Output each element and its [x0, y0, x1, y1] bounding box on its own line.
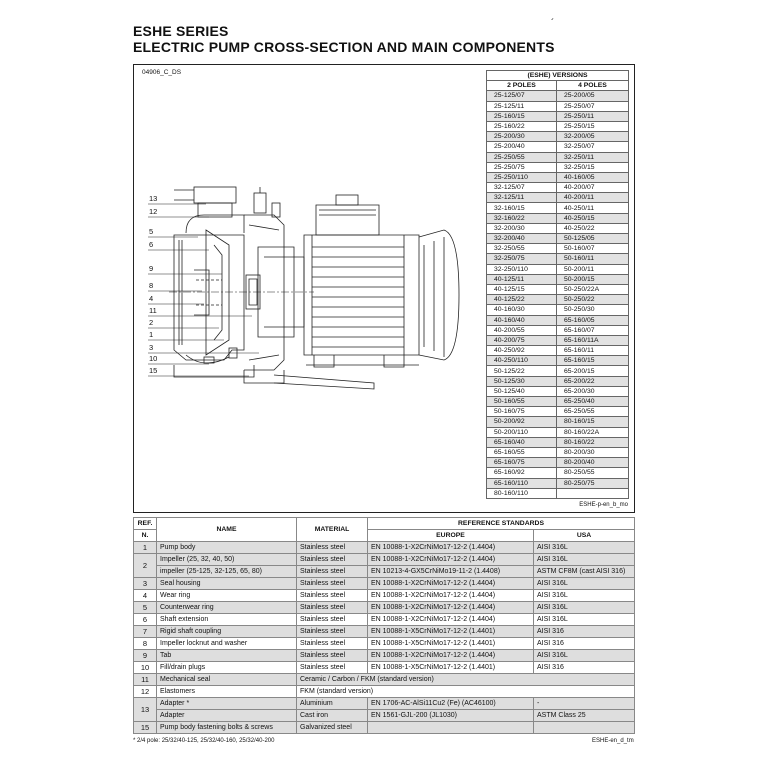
- version-4-poles: 65-160/15: [556, 356, 628, 366]
- version-4-poles: [556, 488, 628, 498]
- versions-row: [487, 284, 629, 294]
- header-material: MATERIAL: [297, 518, 368, 542]
- version-2-poles: 65-160/75: [487, 458, 557, 468]
- version-2-poles: 50-160/55: [487, 397, 557, 407]
- standard-europe: EN 10088-1-X2CrNiMo17-12-2 (1.4404): [368, 578, 534, 590]
- part-material: Stainless steel: [297, 566, 368, 578]
- version-2-poles: 25-200/30: [487, 132, 557, 142]
- standard-usa: AISI 316: [534, 662, 635, 674]
- version-4-poles: 80-250/55: [556, 468, 628, 478]
- versions-row: [487, 458, 629, 468]
- table-row: [134, 674, 635, 686]
- versions-row: [487, 447, 629, 457]
- version-4-poles: 50-250/30: [556, 305, 628, 315]
- versions-row: [487, 234, 629, 244]
- version-2-poles: 50-200/92: [487, 417, 557, 427]
- table-row: [134, 662, 635, 674]
- ref-number: 13: [134, 698, 157, 722]
- callout-5: 5: [149, 227, 154, 236]
- standard-usa: AISI 316: [534, 626, 635, 638]
- version-2-poles: 32-160/22: [487, 213, 557, 223]
- versions-row: [487, 183, 629, 193]
- callout-15: 15: [149, 366, 158, 375]
- versions-row: [487, 417, 629, 427]
- header-name: NAME: [157, 518, 297, 542]
- version-4-poles: 65-200/30: [556, 386, 628, 396]
- part-material: Stainless steel: [297, 554, 368, 566]
- versions-row: [487, 172, 629, 182]
- part-material: Stainless steel: [297, 662, 368, 674]
- version-4-poles: 50-250/22: [556, 295, 628, 305]
- part-name: Adapter: [157, 710, 297, 722]
- table-row: [134, 626, 635, 638]
- version-4-poles: 32-200/05: [556, 132, 628, 142]
- versions-row: [487, 437, 629, 447]
- version-4-poles: 25-250/07: [556, 101, 628, 111]
- header-standards: REFERENCE STANDARDS: [368, 518, 635, 530]
- version-2-poles: 25-160/22: [487, 121, 557, 131]
- version-2-poles: 40-160/30: [487, 305, 557, 315]
- ref-number: 5: [134, 602, 157, 614]
- version-4-poles: 50-160/07: [556, 244, 628, 254]
- version-2-poles: 50-200/110: [487, 427, 557, 437]
- version-2-poles: 25-250/110: [487, 172, 557, 182]
- version-4-poles: 65-160/11: [556, 346, 628, 356]
- pump-cross-section-drawing: [134, 65, 484, 514]
- versions-row: [487, 132, 629, 142]
- figure-code: 04906_C_DS: [142, 69, 182, 76]
- versions-row: [487, 478, 629, 488]
- standard-europe: EN 10088-1-X2CrNiMo17-12-2 (1.4404): [368, 590, 534, 602]
- version-2-poles: 40-250/110: [487, 356, 557, 366]
- version-4-poles: 40-160/05: [556, 172, 628, 182]
- part-name: Counterwear ring: [157, 602, 297, 614]
- standard-usa: ASTM Class 25: [534, 710, 635, 722]
- version-2-poles: 40-200/55: [487, 325, 557, 335]
- versions-row: [487, 91, 629, 101]
- parts-table: [133, 517, 635, 734]
- version-2-poles: 32-125/11: [487, 193, 557, 203]
- version-2-poles: 50-160/75: [487, 407, 557, 417]
- ref-number: 6: [134, 614, 157, 626]
- part-name: Pump body: [157, 542, 297, 554]
- part-material: Stainless steel: [297, 578, 368, 590]
- table-row: [134, 650, 635, 662]
- part-name: Impeller locknut and washer: [157, 638, 297, 650]
- ref-number: 8: [134, 638, 157, 650]
- versions-row: [487, 274, 629, 284]
- ref-number: 11: [134, 674, 157, 686]
- version-2-poles: 25-200/40: [487, 142, 557, 152]
- version-2-poles: 32-250/110: [487, 264, 557, 274]
- standard-europe: EN 10213-4-GX5CrNiMo19-11-2 (1.4408): [368, 566, 534, 578]
- version-2-poles: 32-250/75: [487, 254, 557, 264]
- versions-row: [487, 244, 629, 254]
- version-2-poles: 80-160/110: [487, 488, 557, 498]
- col-4-poles: 4 POLES: [556, 81, 628, 91]
- versions-row: [487, 427, 629, 437]
- callout-3: 3: [149, 343, 154, 352]
- table-row: [134, 590, 635, 602]
- standard-europe: EN 1561-GJL-200 (JL1030): [368, 710, 534, 722]
- version-4-poles: 65-250/55: [556, 407, 628, 417]
- callout-13: 13: [149, 194, 158, 203]
- versions-code: ESHE-p-en_b_mo: [579, 502, 628, 508]
- version-4-poles: 65-200/15: [556, 366, 628, 376]
- version-2-poles: 25-250/75: [487, 162, 557, 172]
- version-4-poles: 40-250/22: [556, 223, 628, 233]
- table-row: [134, 542, 635, 554]
- ref-number: 2: [134, 554, 157, 578]
- versions-title: (ESHE) VERSIONS: [487, 71, 629, 81]
- ref-number: 9: [134, 650, 157, 662]
- version-2-poles: 50-125/40: [487, 386, 557, 396]
- ref-number: 15: [134, 722, 157, 734]
- callout-9: 9: [149, 264, 154, 273]
- callout-10: 10: [149, 354, 158, 363]
- standard-usa: AISI 316L: [534, 554, 635, 566]
- part-name: impeller (25-125, 32-125, 65, 80): [157, 566, 297, 578]
- ref-number: 7: [134, 626, 157, 638]
- version-4-poles: 65-160/07: [556, 325, 628, 335]
- versions-row: [487, 142, 629, 152]
- version-4-poles: 80-160/15: [556, 417, 628, 427]
- part-name: Tab: [157, 650, 297, 662]
- version-4-poles: 80-160/22: [556, 437, 628, 447]
- part-material: Stainless steel: [297, 650, 368, 662]
- version-2-poles: 65-160/92: [487, 468, 557, 478]
- versions-row: [487, 203, 629, 213]
- standard-usa: AISI 316L: [534, 590, 635, 602]
- standard-europe: EN 10088-1-X2CrNiMo17-12-2 (1.4404): [368, 650, 534, 662]
- standard-usa: ASTM CF8M (cast AISI 316): [534, 566, 635, 578]
- version-4-poles: 50-125/05: [556, 234, 628, 244]
- version-2-poles: 65-160/55: [487, 447, 557, 457]
- version-4-poles: 25-250/11: [556, 111, 628, 121]
- versions-row: [487, 376, 629, 386]
- version-2-poles: 65-160/110: [487, 478, 557, 488]
- version-4-poles: 80-200/30: [556, 447, 628, 457]
- versions-row: [487, 193, 629, 203]
- table-row: [134, 578, 635, 590]
- versions-row: [487, 325, 629, 335]
- callout-12: 12: [149, 207, 158, 216]
- callout-8: 8: [149, 281, 154, 290]
- part-material: Stainless steel: [297, 626, 368, 638]
- version-4-poles: 50-160/11: [556, 254, 628, 264]
- part-name: Elastomers: [157, 686, 297, 698]
- versions-row: [487, 315, 629, 325]
- versions-row: [487, 488, 629, 498]
- versions-row: [487, 366, 629, 376]
- version-4-poles: 40-250/15: [556, 213, 628, 223]
- version-2-poles: 40-250/92: [487, 346, 557, 356]
- standard-usa: AISI 316L: [534, 578, 635, 590]
- part-name: Pump body fastening bolts & screws: [157, 722, 297, 734]
- versions-row: [487, 121, 629, 131]
- versions-row: [487, 305, 629, 315]
- version-2-poles: 25-160/15: [487, 111, 557, 121]
- standard-usa: -: [534, 698, 635, 710]
- versions-row: [487, 397, 629, 407]
- versions-table: [486, 70, 629, 499]
- part-material: Ceramic / Carbon / FKM (standard version): [297, 674, 635, 686]
- part-material: Stainless steel: [297, 638, 368, 650]
- part-name: Rigid shaft coupling: [157, 626, 297, 638]
- part-name: Mechanical seal: [157, 674, 297, 686]
- version-2-poles: 40-125/15: [487, 284, 557, 294]
- callout-11: 11: [149, 306, 157, 315]
- part-name: Seal housing: [157, 578, 297, 590]
- version-4-poles: 65-160/05: [556, 315, 628, 325]
- version-2-poles: 40-125/11: [487, 274, 557, 284]
- versions-row: [487, 295, 629, 305]
- version-2-poles: 32-160/15: [487, 203, 557, 213]
- ref-number: 10: [134, 662, 157, 674]
- table-row: [134, 602, 635, 614]
- version-2-poles: 32-200/40: [487, 234, 557, 244]
- version-2-poles: 25-250/55: [487, 152, 557, 162]
- version-4-poles: 80-250/75: [556, 478, 628, 488]
- version-2-poles: 50-125/30: [487, 376, 557, 386]
- version-4-poles: 65-250/40: [556, 397, 628, 407]
- versions-row: [487, 346, 629, 356]
- versions-row: [487, 386, 629, 396]
- standard-europe: EN 10088-1-X5CrNiMo17-12-2 (1.4401): [368, 638, 534, 650]
- standard-usa: AISI 316L: [534, 614, 635, 626]
- standard-europe: EN 1706-AC-AlSi11Cu2 (Fe) (AC46100): [368, 698, 534, 710]
- version-4-poles: 65-200/22: [556, 376, 628, 386]
- callout-2: 2: [149, 318, 154, 327]
- version-4-poles: 65-160/11A: [556, 335, 628, 345]
- standard-europe: EN 10088-1-X2CrNiMo17-12-2 (1.4404): [368, 602, 534, 614]
- version-2-poles: 25-125/11: [487, 101, 557, 111]
- versions-row: [487, 101, 629, 111]
- part-material: FKM (standard version): [297, 686, 635, 698]
- version-4-poles: 80-200/40: [556, 458, 628, 468]
- ref-number: 3: [134, 578, 157, 590]
- version-4-poles: 40-250/11: [556, 203, 628, 213]
- version-4-poles: 32-250/15: [556, 162, 628, 172]
- versions-row: [487, 213, 629, 223]
- standard-europe: EN 10088-1-X5CrNiMo17-12-2 (1.4401): [368, 626, 534, 638]
- header-ref: REF.: [134, 518, 157, 530]
- table-row: [134, 638, 635, 650]
- table-row: [134, 554, 635, 566]
- versions-row: [487, 468, 629, 478]
- versions-row: [487, 111, 629, 121]
- header-europe: EUROPE: [368, 530, 534, 542]
- version-2-poles: 25-125/07: [487, 91, 557, 101]
- standard-usa: AISI 316L: [534, 542, 635, 554]
- versions-row: [487, 335, 629, 345]
- page-subtitle: ELECTRIC PUMP CROSS-SECTION AND MAIN COMPONENTS: [133, 39, 555, 55]
- ref-number: 4: [134, 590, 157, 602]
- version-4-poles: 80-160/22A: [556, 427, 628, 437]
- ref-number: 1: [134, 542, 157, 554]
- version-4-poles: 50-200/15: [556, 274, 628, 284]
- part-name: Fill/drain plugs: [157, 662, 297, 674]
- part-material: Aluminium: [297, 698, 368, 710]
- version-4-poles: 40-200/07: [556, 183, 628, 193]
- header-ref-n: N.: [134, 530, 157, 542]
- table-row: [134, 566, 635, 578]
- version-2-poles: 32-125/07: [487, 183, 557, 193]
- versions-row: [487, 223, 629, 233]
- footer-code: ESHE-en_d_tm: [592, 738, 634, 744]
- standard-usa: AISI 316L: [534, 602, 635, 614]
- part-material: Stainless steel: [297, 602, 368, 614]
- version-2-poles: 50-125/22: [487, 366, 557, 376]
- version-4-poles: 50-250/22A: [556, 284, 628, 294]
- version-2-poles: 32-250/55: [487, 244, 557, 254]
- version-4-poles: 25-200/05: [556, 91, 628, 101]
- standard-usa: AISI 316: [534, 638, 635, 650]
- part-material: Galvanized steel: [297, 722, 368, 734]
- part-material: Stainless steel: [297, 614, 368, 626]
- version-2-poles: 40-200/75: [487, 335, 557, 345]
- part-name: Shaft extension: [157, 614, 297, 626]
- version-2-poles: 32-200/30: [487, 223, 557, 233]
- part-material: Stainless steel: [297, 590, 368, 602]
- table-row: [134, 686, 635, 698]
- ref-number: 12: [134, 686, 157, 698]
- page-title: ESHE SERIES: [133, 23, 229, 39]
- table-row: [134, 710, 635, 722]
- header-usa: USA: [534, 530, 635, 542]
- standard-europe: EN 10088-1-X2CrNiMo17-12-2 (1.4404): [368, 614, 534, 626]
- table-row: [134, 614, 635, 626]
- figure-panel: [133, 64, 635, 513]
- part-name: Wear ring: [157, 590, 297, 602]
- standard-usa: AISI 316L: [534, 650, 635, 662]
- version-4-poles: 50-200/11: [556, 264, 628, 274]
- standard-europe: EN 10088-1-X2CrNiMo17-12-2 (1.4404): [368, 554, 534, 566]
- versions-row: [487, 254, 629, 264]
- footnote: * 2/4 pole: 25/32/40-125, 25/32/40-160, 25/32/40-200: [133, 738, 275, 744]
- standard-europe: [368, 722, 534, 734]
- version-2-poles: 65-160/40: [487, 437, 557, 447]
- part-material: Cast iron: [297, 710, 368, 722]
- versions-row: [487, 162, 629, 172]
- version-4-poles: 25-250/15: [556, 121, 628, 131]
- corner-mark: ´: [551, 18, 555, 29]
- callout-4: 4: [149, 294, 154, 303]
- version-4-poles: 40-200/11: [556, 193, 628, 203]
- versions-row: [487, 356, 629, 366]
- version-2-poles: 40-125/22: [487, 295, 557, 305]
- version-2-poles: 40-160/40: [487, 315, 557, 325]
- version-4-poles: 32-250/07: [556, 142, 628, 152]
- part-name: Adapter *: [157, 698, 297, 710]
- table-row: [134, 722, 635, 734]
- part-material: Stainless steel: [297, 542, 368, 554]
- table-row: [134, 698, 635, 710]
- callout-1: 1: [149, 330, 154, 339]
- versions-row: [487, 407, 629, 417]
- versions-row: [487, 264, 629, 274]
- version-4-poles: 32-250/11: [556, 152, 628, 162]
- standard-europe: EN 10088-1-X5CrNiMo17-12-2 (1.4401): [368, 662, 534, 674]
- part-name: Impeller (25, 32, 40, 50): [157, 554, 297, 566]
- versions-row: [487, 152, 629, 162]
- standard-europe: EN 10088-1-X2CrNiMo17-12-2 (1.4404): [368, 542, 534, 554]
- col-2-poles: 2 POLES: [487, 81, 557, 91]
- standard-usa: [534, 722, 635, 734]
- callout-6: 6: [149, 240, 154, 249]
